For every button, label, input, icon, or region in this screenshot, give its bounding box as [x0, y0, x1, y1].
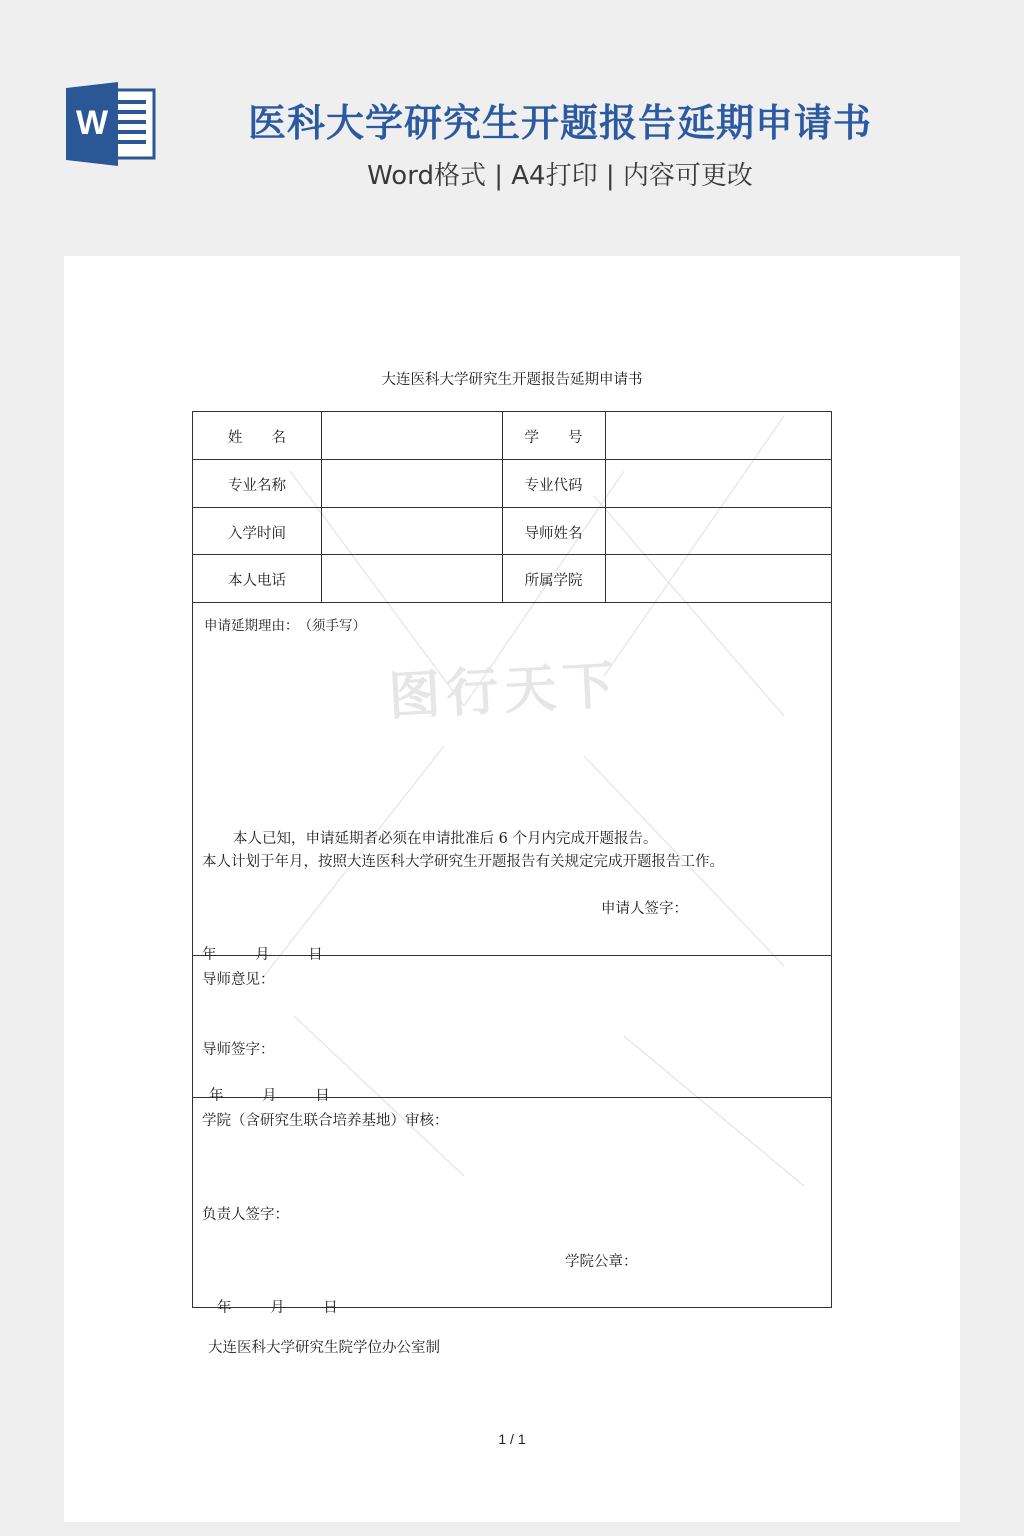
advisor-date	[209, 1084, 330, 1105]
date-year: 年	[209, 1088, 224, 1104]
major-code-field[interactable]	[606, 460, 831, 507]
name-field[interactable]	[322, 412, 502, 459]
label-phone: 本人电话	[228, 573, 286, 589]
word-logo-letter: W	[75, 104, 109, 142]
header-banner	[0, 0, 1024, 256]
phone-field[interactable]	[322, 555, 502, 602]
date-day: 日	[315, 1088, 330, 1104]
document-page	[64, 256, 960, 1522]
date-month: 月	[262, 1088, 277, 1104]
applicant-date	[202, 943, 323, 964]
document-title: 大连医科大学研究生开题报告延期申请书	[381, 372, 643, 388]
date-year: 年	[202, 947, 217, 963]
college-field[interactable]	[606, 555, 831, 602]
college-seal-label: 学院公章：	[565, 1254, 638, 1270]
applicant-signature-label: 申请人签字：	[601, 901, 688, 917]
reason-statement-2: 本人计划于年月，按照大连医科大学研究生开题报告有关规定完成开题报告工作。	[202, 854, 724, 870]
label-college: 所属学院	[524, 573, 583, 589]
banner-subtitle: Word格式 | A4打印 | 内容可更改	[367, 161, 753, 191]
student-id-field[interactable]	[606, 412, 831, 459]
advisor-opinion-heading: 导师意见：	[202, 972, 275, 988]
college-review-heading: 学院（含研究生联合培养基地）审核：	[202, 1113, 449, 1129]
footer-note: 大连医科大学研究生院学位办公室制	[208, 1340, 440, 1356]
advisor-signature-label: 导师签字：	[202, 1042, 275, 1058]
reason-heading: 申请延期理由： （须手写）	[204, 618, 366, 634]
label-name: 姓 名	[228, 430, 286, 446]
date-day: 日	[308, 947, 323, 963]
college-date	[217, 1296, 338, 1317]
advisor-name-field[interactable]	[606, 508, 831, 554]
label-major-code: 专业代码	[524, 478, 583, 494]
label-student-id: 学 号	[524, 430, 583, 446]
enrollment-date-field[interactable]	[322, 508, 502, 554]
application-form-table	[192, 411, 832, 1316]
date-year: 年	[217, 1300, 232, 1316]
reason-statement-1: 本人已知，申请延期者必须在申请批准后 6 个月内完成开题报告。	[233, 831, 658, 847]
label-major-name: 专业名称	[228, 478, 286, 494]
watermark-text: 图行天下	[386, 654, 622, 728]
major-name-field[interactable]	[322, 460, 502, 507]
date-month: 月	[270, 1300, 285, 1316]
row-divider	[193, 602, 831, 603]
banner-title: 医科大学研究生开题报告延期申请书	[247, 101, 872, 145]
word-icon	[66, 82, 156, 166]
date-month: 月	[255, 947, 270, 963]
label-advisor-name: 导师姓名	[524, 526, 583, 542]
date-day: 日	[323, 1300, 338, 1316]
page-number: 1 / 1	[498, 1431, 526, 1447]
label-enrollment-date: 入学时间	[228, 526, 286, 542]
responsible-signature-label: 负责人签字：	[202, 1207, 289, 1223]
